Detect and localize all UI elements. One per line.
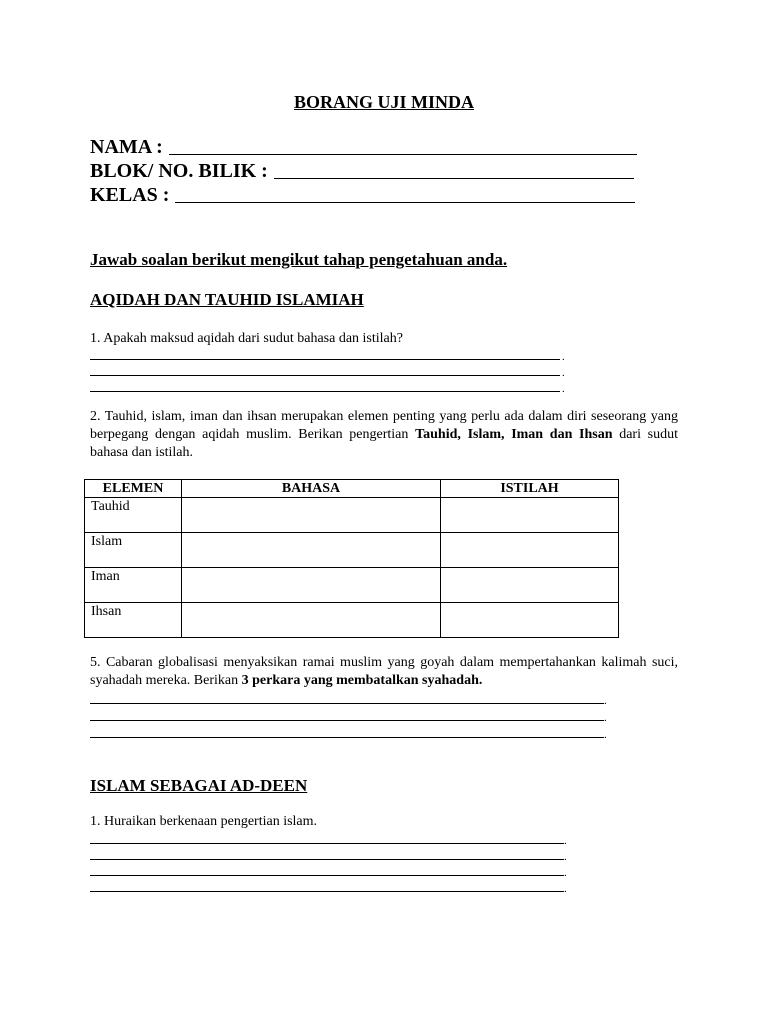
bahasa-cell[interactable] <box>182 568 441 603</box>
answer-underline <box>90 359 560 360</box>
question-5-bold: 3 perkara yang membatalkan syahadah. <box>241 673 483 688</box>
answer-underline <box>90 875 564 876</box>
line-end-dot: . <box>564 867 567 879</box>
line-end-dot: . <box>562 367 565 379</box>
column-header-elemen: ELEMEN <box>85 480 182 498</box>
istilah-cell[interactable] <box>441 533 619 568</box>
column-header-bahasa: BAHASA <box>182 480 441 498</box>
table-row <box>85 568 619 603</box>
blok-blank[interactable] <box>274 178 634 179</box>
kelas-label: KELAS : <box>90 184 170 206</box>
answer-underline <box>90 375 560 376</box>
line-end-dot: . <box>604 695 607 707</box>
question-5 <box>90 654 678 690</box>
answer-underline <box>90 859 564 860</box>
table-row <box>85 533 619 568</box>
nama-field <box>90 136 637 159</box>
answer-underline <box>90 391 560 392</box>
column-header-istilah: ISTILAH <box>441 480 619 498</box>
line-end-dot: . <box>562 383 565 395</box>
answer-line[interactable] <box>90 378 570 395</box>
line-end-dot: . <box>564 883 567 895</box>
question-5-text: 5. Cabaran globalisasi menyaksikan ramai muslim yang goyah dalam mempertahankan kalimah suci, syahadah mereka. Berikan <box>90 655 678 688</box>
line-end-dot: . <box>564 835 567 847</box>
question-2-text-b: dari sudut bahasa dan istilah. <box>90 427 678 460</box>
blok-field <box>90 160 634 183</box>
section-heading-addeen: ISLAM SEBAGAI AD-DEEN <box>90 776 308 795</box>
answer-underline <box>90 737 604 738</box>
table-row <box>85 603 619 638</box>
answer-line[interactable] <box>90 346 570 363</box>
row-label: Tauhid <box>85 498 182 533</box>
question-1-addeen: 1. Huraikan berkenaan pengertian islam. <box>90 814 318 829</box>
answer-line[interactable] <box>90 707 610 724</box>
line-end-dot: . <box>564 851 567 863</box>
answer-underline <box>90 720 604 721</box>
istilah-cell[interactable] <box>441 568 619 603</box>
kelas-blank[interactable] <box>175 202 635 203</box>
answer-line[interactable] <box>90 690 610 707</box>
istilah-cell[interactable] <box>441 498 619 533</box>
answer-line[interactable] <box>90 878 570 895</box>
answer-line[interactable] <box>90 846 570 863</box>
answer-underline <box>90 891 564 892</box>
bahasa-cell[interactable] <box>182 533 441 568</box>
answer-underline <box>90 703 604 704</box>
answer-line[interactable] <box>90 362 570 379</box>
question-1-aqidah: 1. Apakah maksud aqidah dari sudut bahasa dan istilah? <box>90 331 403 346</box>
section-heading-aqidah: AQIDAH DAN TAUHID ISLAMIAH <box>90 290 364 309</box>
table-row <box>85 498 619 533</box>
question-2 <box>90 408 678 462</box>
row-label: Iman <box>85 568 182 603</box>
line-end-dot: . <box>562 351 565 363</box>
line-end-dot: . <box>604 729 607 741</box>
table-header-row <box>85 480 619 498</box>
instruction: Jawab soalan berikut mengikut tahap pengetahuan anda. <box>90 250 508 269</box>
bahasa-cell[interactable] <box>182 498 441 533</box>
page-title: BORANG UJI MINDA <box>294 92 474 112</box>
kelas-field <box>90 184 635 207</box>
answer-line[interactable] <box>90 862 570 879</box>
istilah-cell[interactable] <box>441 603 619 638</box>
question-2-text-a: 2. Tauhid, islam, iman dan ihsan merupakan elemen penting yang perlu ada dalam diri seseorang yang berpegang dengan aqidah muslim. Berikan pengertian <box>90 409 678 442</box>
answer-line[interactable] <box>90 724 610 741</box>
bahasa-cell[interactable] <box>182 603 441 638</box>
question-2-bold: Tauhid, Islam, Iman dan Ihsan <box>415 427 613 442</box>
elemen-table <box>84 479 619 638</box>
answer-underline <box>90 843 564 844</box>
nama-label: NAMA : <box>90 136 163 158</box>
row-label: Islam <box>85 533 182 568</box>
nama-blank[interactable] <box>169 154 637 155</box>
line-end-dot: . <box>604 712 607 724</box>
answer-line[interactable] <box>90 830 570 847</box>
row-label: Ihsan <box>85 603 182 638</box>
blok-label: BLOK/ NO. BILIK : <box>90 160 268 182</box>
